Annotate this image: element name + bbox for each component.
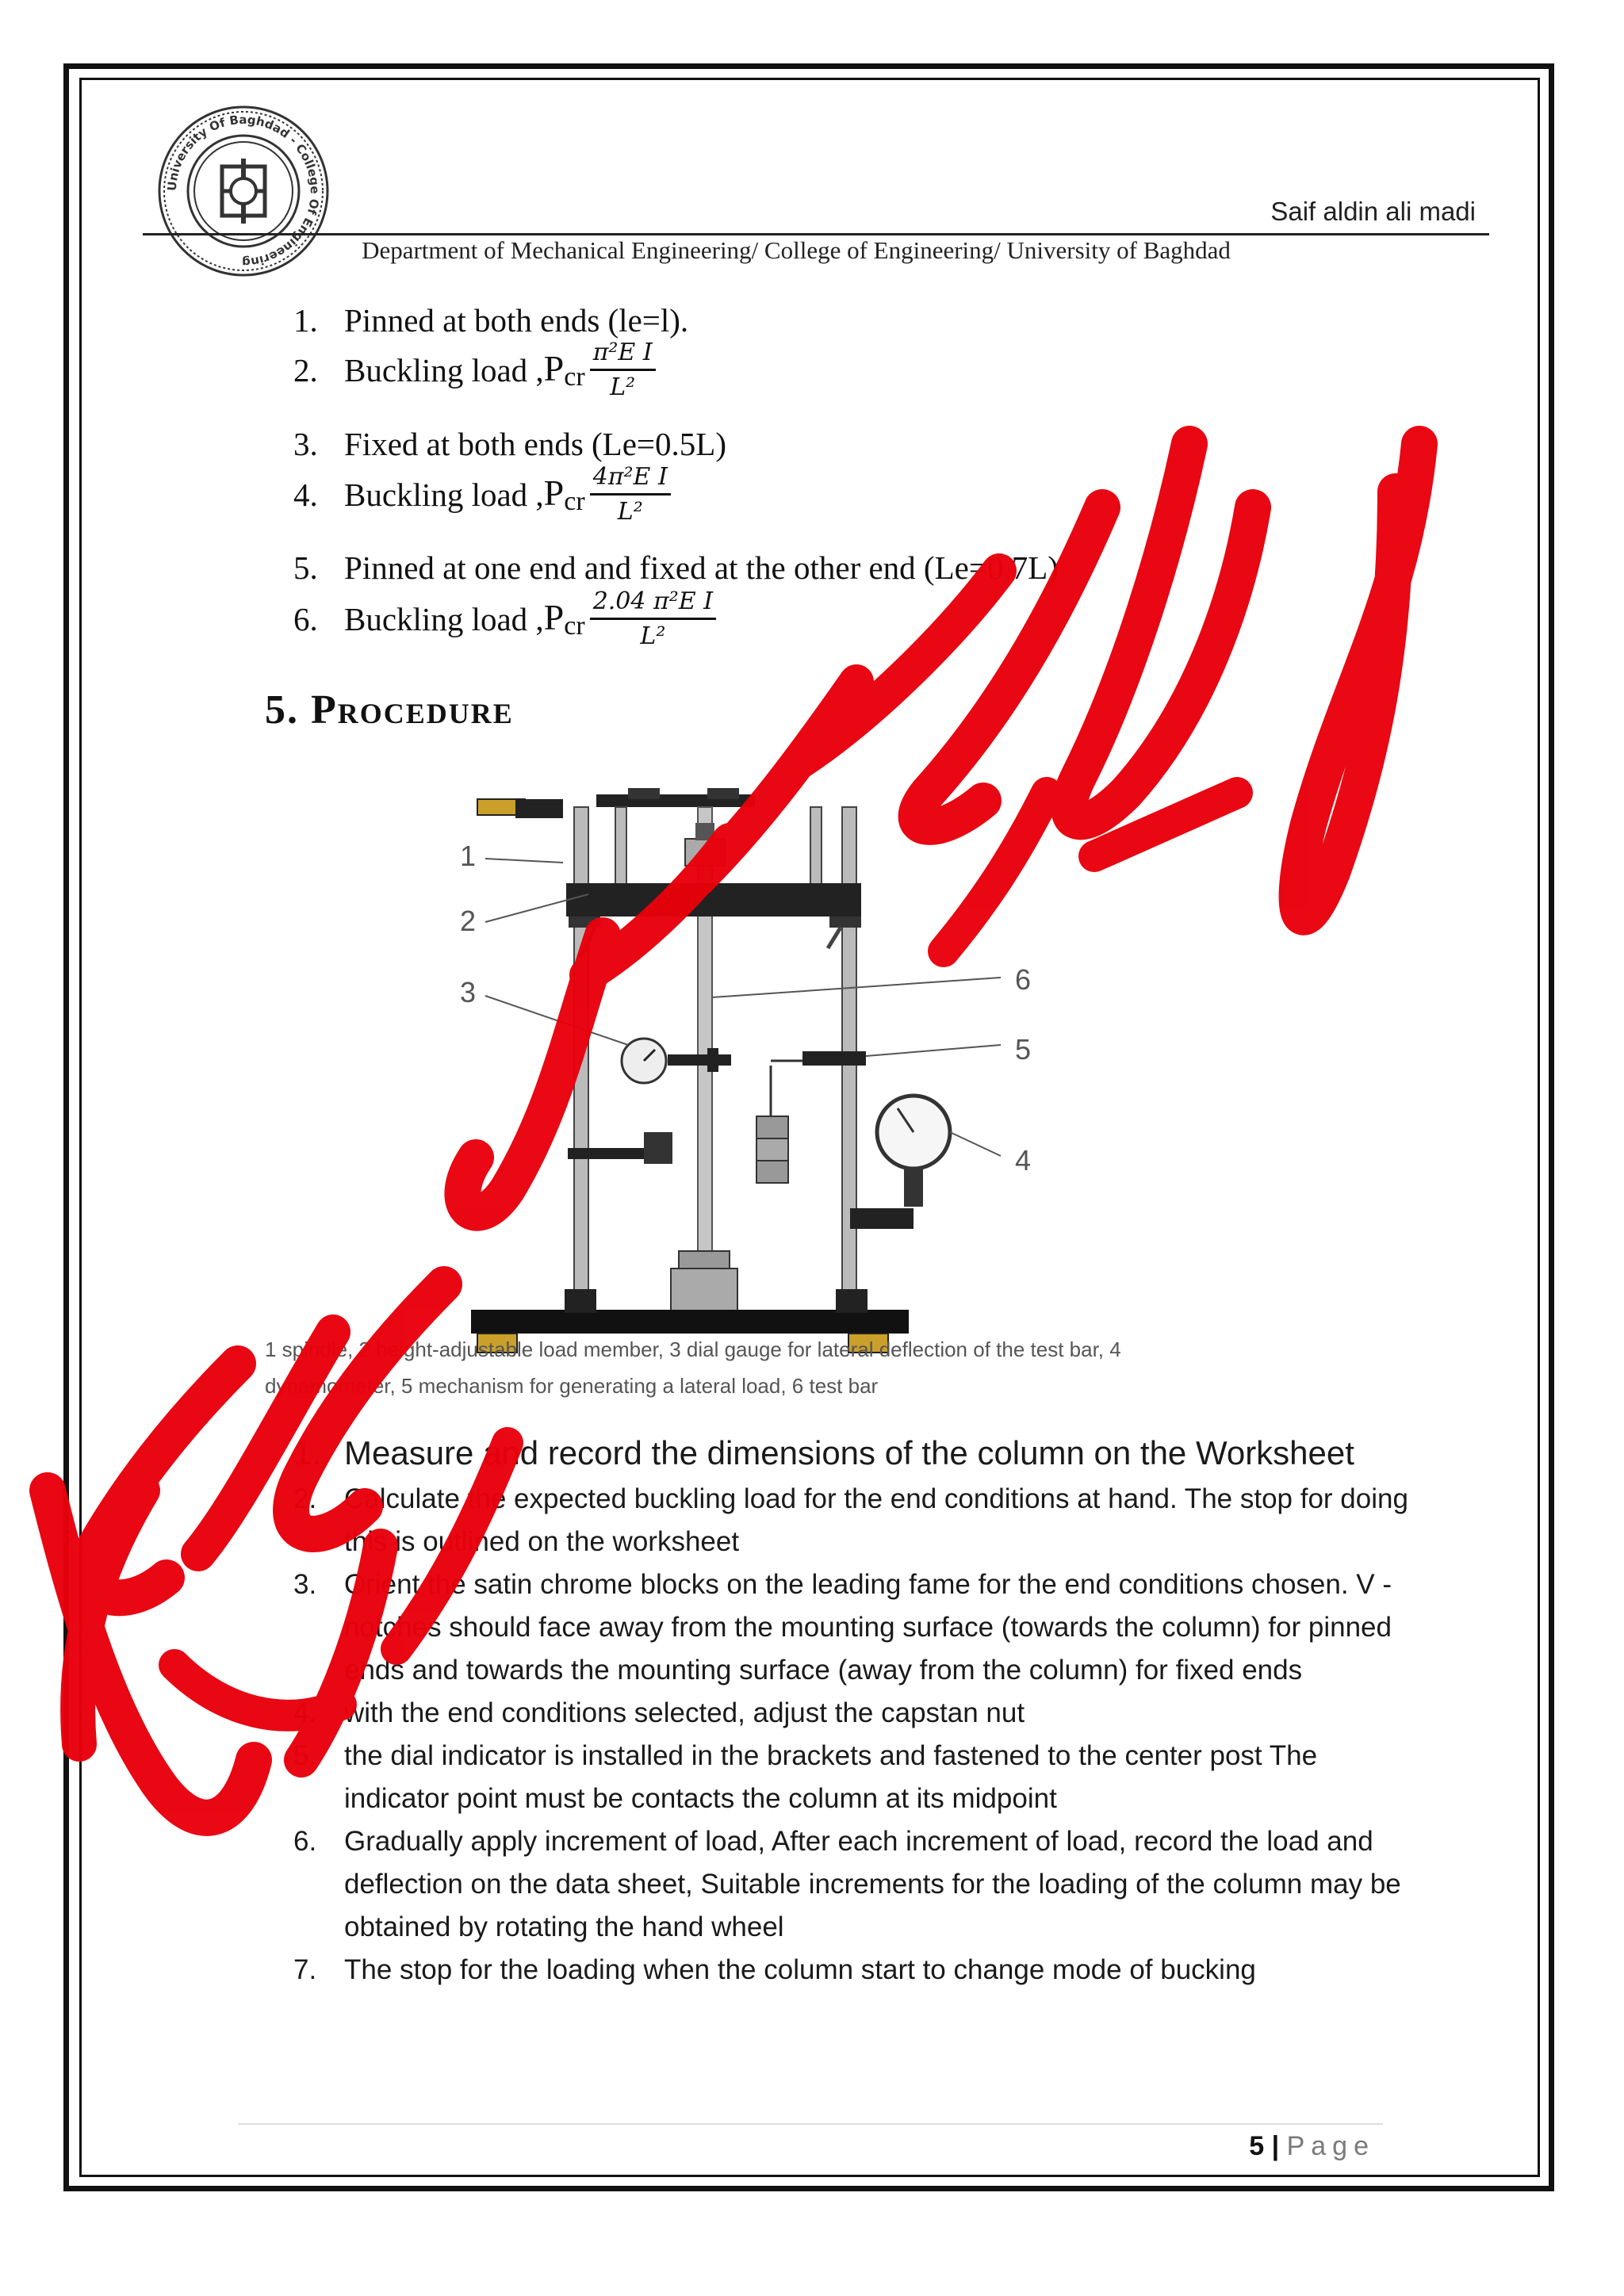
formula-fraction (590, 464, 671, 525)
step-text: Calculate the expected buckling load for the end conditions at hand. The stop for doing this is outlined on the worksheet (344, 1483, 1408, 1557)
figure-label: 6 (1015, 963, 1032, 996)
step-text: Orient the satin chrome blocks on the leading fame for the end conditions chosen. V - notches should face away from the mounting surface (towards the column) for pinned ends and towards the mounting surface (away from the column) for fixed ends (344, 1569, 1392, 1686)
list-item (293, 1563, 1419, 1692)
pcr-symbol: $P_{cr}$ (543, 597, 585, 641)
list-item (293, 425, 726, 463)
pcr-symbol: $P_{cr}$ (543, 473, 585, 516)
formula-numerator: 2.04 π²E I (590, 588, 716, 620)
figure-label: 1 (460, 840, 477, 872)
figure-label: 3 (460, 976, 477, 1008)
step-number: 5. (293, 1740, 317, 1771)
formula-denominator: L² (640, 622, 666, 650)
list-text: Buckling load , (344, 600, 544, 637)
figure-caption (265, 1332, 1327, 1404)
section-heading (265, 687, 514, 733)
step-number: 1. (293, 1434, 322, 1471)
step-number: 2. (293, 1483, 317, 1514)
footer-divider (238, 2123, 1383, 2125)
procedure-list (293, 1429, 1419, 1992)
step-number: 7. (293, 1954, 317, 1985)
list-text: Buckling load , (344, 351, 544, 388)
header-divider (143, 233, 1489, 235)
list-number: 2. (293, 351, 318, 388)
list-number: 1. (293, 302, 318, 339)
buckling-apparatus-figure (263, 760, 1380, 1394)
step-text: the dial indicator is installed in the brackets and fastened to the center post The indicator point must be contacts the column at its midpoint (344, 1740, 1318, 1814)
list-number: 3. (293, 426, 318, 462)
page-number (1249, 2131, 1375, 2162)
formula-denominator: L² (610, 373, 636, 401)
step-text: Gradually apply increment of load, After each increment of load, record the load and deflection on the data sheet, Suitable increments for the loading of the column may be obtained by rotating the hand wheel (344, 1826, 1401, 1942)
caption-line: dynamometer, 5 mechanism for generating a lateral load, 6 test bar (265, 1373, 879, 1398)
step-text: with the end conditions selected, adjust the capstan nut (344, 1697, 1025, 1728)
list-item (293, 1692, 1419, 1735)
section-number: 5. (265, 687, 299, 733)
list-number: 4. (293, 476, 318, 513)
step-text: Measure and record the dimensions of the column on the Worksheet (344, 1434, 1354, 1471)
step-number: 3. (293, 1569, 317, 1600)
step-text: The stop for the loading when the column start to change mode of bucking (344, 1954, 1256, 1985)
list-item (293, 549, 1059, 587)
step-number: 4. (293, 1697, 317, 1728)
list-item (293, 464, 671, 525)
formula-denominator: L² (617, 498, 643, 526)
list-item (293, 588, 716, 649)
formula-fraction (590, 339, 656, 400)
section-title: Procedure (311, 687, 514, 733)
list-number: 6. (293, 600, 318, 637)
formula-fraction (590, 588, 716, 649)
page-number-separator: | (1271, 2131, 1280, 2161)
list-item (293, 1735, 1419, 1820)
list-text: Buckling load , (344, 476, 544, 513)
list-number: 5. (293, 549, 318, 586)
list-item (293, 339, 656, 400)
figure-label: 2 (460, 905, 477, 937)
figure-label: 5 (1015, 1033, 1032, 1066)
step-number: 6. (293, 1826, 317, 1857)
svg-text:University Of Baghdad - Colleg: University Of Baghdad - College Of Engineering (164, 112, 323, 270)
page-number-value: 5 (1249, 2131, 1265, 2161)
list-item (293, 301, 688, 339)
list-text: Pinned at both ends (le=l). (344, 302, 689, 339)
pcr-symbol: $P_{cr}$ (543, 348, 585, 392)
list-item (293, 1820, 1419, 1949)
department-line: Department of Mechanical Engineering/ College of Engineering/ University of Baghdad (362, 236, 1231, 264)
formula-numerator: π²E I (590, 339, 656, 371)
list-item (293, 1429, 1419, 1478)
caption-line: 1 spindle, 2 height-adjustable load member, 3 dial gauge for lateral deflection of the test bar, 4 (265, 1337, 1121, 1361)
list-text: Fixed at both ends (Le=0.5L) (344, 426, 726, 462)
formula-numerator: 4π²E I (590, 464, 671, 496)
page-word: Page (1286, 2131, 1375, 2161)
list-item (293, 1478, 1419, 1563)
list-item (293, 1949, 1419, 1992)
author-name: Saif aldin ali madi (1270, 197, 1476, 226)
list-text: Pinned at one end and fixed at the other end (Le=0.7L) (344, 549, 1059, 586)
figure-label: 4 (1015, 1144, 1032, 1177)
